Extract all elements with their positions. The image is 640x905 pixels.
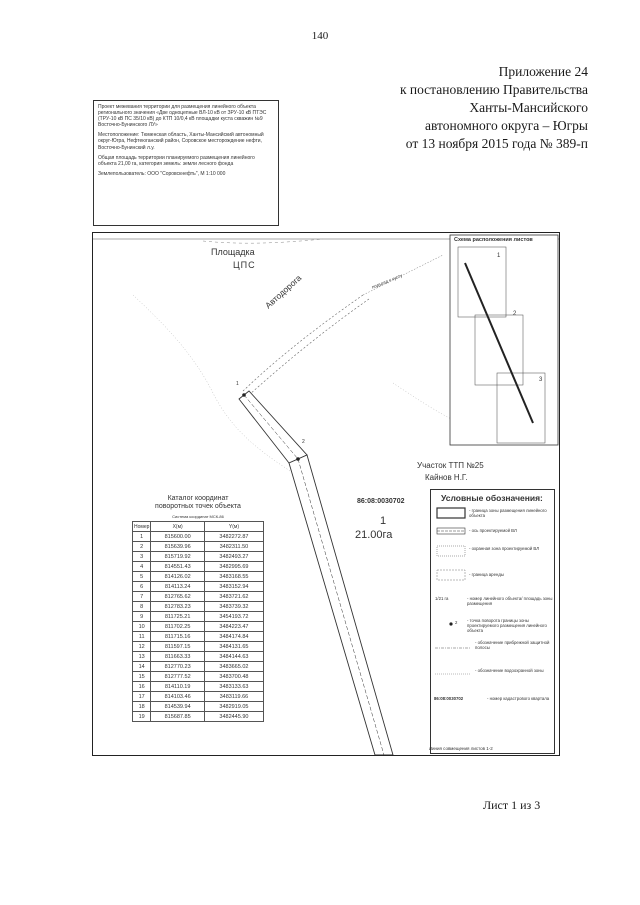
catalog-row (133, 712, 264, 722)
site-boundary (203, 239, 323, 243)
legend-symbol-zone (437, 508, 465, 518)
catalog-cell-number: 3 (133, 552, 151, 562)
catalog-cell-x: 811597.15 (151, 642, 204, 652)
catalog-row (133, 532, 264, 542)
catalog-cell-number: 12 (133, 642, 151, 652)
catalog-header-number: Номер (134, 523, 150, 530)
catalog-cell-y: 3483665.02 (204, 662, 263, 672)
site-label: Площадка (211, 247, 255, 257)
catalog-cell-y: 3483152.94 (204, 582, 263, 592)
legend-symbol-protect (437, 546, 465, 556)
catalog-cell-number: 5 (133, 572, 151, 582)
catalog-row (133, 672, 264, 682)
legend-item-axis: - ось проектируемой ВЛ (469, 528, 517, 533)
catalog-table (132, 521, 264, 722)
legend-item-zone: - граница зоны размещения линейного объекта (469, 508, 547, 518)
catalog-cell-y: 3483168.55 (204, 572, 263, 582)
catalog-cell-y: 3484223.47 (204, 622, 263, 632)
legend-title: Условные обозначения: (441, 493, 543, 503)
legend-item-cadastral: - номер кадастрового квартала (487, 696, 550, 701)
road-label: Автодорога (263, 272, 304, 311)
catalog-row (133, 592, 264, 602)
catalog-cell-number: 16 (133, 682, 151, 692)
catalog-cell-y: 3482445.90 (204, 712, 263, 722)
access-road-label: подъезд к кусту (371, 272, 403, 290)
catalog-cell-x: 814110.19 (151, 682, 204, 692)
catalog-row (133, 562, 264, 572)
legend-symbol-rent (437, 570, 465, 580)
catalog-header-x: X(м) (151, 522, 204, 532)
annex-line-4: автономного округа – Югры (425, 118, 588, 133)
catalog-cell-y: 3482493.27 (204, 552, 263, 562)
turn-point-label-1: 1 (236, 381, 239, 387)
sheet-count: Лист 1 из 3 (483, 798, 541, 812)
catalog-subtitle: Система координат МСК-86 (172, 514, 224, 519)
page-number: 140 (311, 30, 329, 42)
catalog-row (133, 652, 264, 662)
legend-item-rent: - граница аренды (469, 572, 504, 577)
catalog-cell-y: 3483133.63 (204, 682, 263, 692)
catalog-cell-x: 814113.24 (151, 582, 204, 592)
catalog-cell-number: 10 (133, 622, 151, 632)
sheet-scheme-title: Схема расположения листов (454, 237, 533, 243)
catalog-cell-number: 6 (133, 582, 151, 592)
catalog-header-y: Y(м) (204, 522, 263, 532)
catalog-cell-number: 15 (133, 672, 151, 682)
catalog-cell-y: 3483700.48 (204, 672, 263, 682)
catalog-cell-number: 2 (133, 542, 151, 552)
catalog-cell-y: 3482311.50 (204, 542, 263, 552)
catalog-cell-number: 19 (133, 712, 151, 722)
object-area-label: 21.00га (355, 529, 393, 541)
catalog-cell-number: 11 (133, 632, 151, 642)
catalog-cell-x: 814539.94 (151, 702, 204, 712)
legend-item-water: - обозначение водоохранной зоны (475, 668, 544, 673)
project-location: Местоположение: Тюменская область, Ханты-Мансийский автономный округ-Югра, Нефтеюганский район, Соровское месторождение нефти, Восточно-Бунинский л.у. (98, 132, 264, 151)
project-title: Проект межевания территории для размещения линейного объекта регионального значения «Две одноцепные ВЛ-10 кВ от ЗРУ-10 кВ ПТЭС (ТРУ-10 кВ ПС 35/10 кВ) до КТП 10/0,4 кВ площадки куста скважин №9 Восточно-Бунинского ЛУ» (98, 104, 267, 129)
catalog-cell-y: 3484144.63 (204, 652, 263, 662)
catalog-cell-x: 811715.16 (151, 632, 204, 642)
catalog-cell-x: 815639.96 (151, 542, 204, 552)
project-area: Общая площадь территории планируемого размещения линейного объекта 21,00 га, категория земель: земли лесного фонда (98, 154, 255, 167)
catalog-row (133, 632, 264, 642)
annex-line-3: Ханты-Мансийского (469, 100, 588, 115)
annex-header (288, 63, 588, 153)
object-number-label: 1 (380, 515, 387, 527)
turn-point-1 (242, 393, 246, 397)
catalog-title-1: Каталог координат (167, 495, 229, 502)
catalog-header-row (133, 522, 264, 532)
access-road (363, 255, 443, 295)
map-frame (92, 232, 560, 756)
legend-key-cadastral: 86:08:0030702 (434, 696, 464, 701)
catalog-cell-x: 812783.23 (151, 602, 204, 612)
catalog-row (133, 542, 264, 552)
cadastral-quarter-label: 86:08:0030702 (357, 498, 405, 505)
catalog-cell-x: 814126.02 (151, 572, 204, 582)
legend-item-object: - номер линейного объекта/ площадь зоны размещения (467, 596, 553, 606)
corridor-segment-1 (239, 391, 307, 463)
catalog-row (133, 692, 264, 702)
catalog-body (133, 532, 264, 722)
catalog-cell-x: 814551.43 (151, 562, 204, 572)
project-user: Землепользователь: ООО "Соровскнефть", М 1:10 000 (98, 170, 226, 177)
catalog-cell-y: 3484174.84 (204, 632, 263, 642)
scheme-sheet-label-2: 2 (513, 311, 517, 317)
catalog-row (133, 702, 264, 712)
legend-key-point: 2 (455, 620, 458, 625)
vegetation-contour (133, 295, 293, 473)
catalog-row (133, 612, 264, 622)
catalog-cell-x: 812770.23 (151, 662, 204, 672)
annex-line-1: Приложение 24 (498, 64, 588, 79)
turn-point-2 (296, 457, 300, 461)
catalog-cell-y: 3484131.65 (204, 642, 263, 652)
catalog-cell-y: 3482919.05 (204, 702, 263, 712)
catalog-cell-number: 14 (133, 662, 151, 672)
catalog-title-2: поворотных точек объекта (155, 503, 241, 510)
catalog-row (133, 682, 264, 692)
catalog-cell-number: 17 (133, 692, 151, 702)
legend-panel (430, 489, 555, 754)
catalog-cell-x: 812765.62 (151, 592, 204, 602)
site-label-code: ЦПС (233, 260, 256, 270)
scheme-sheet-label-3: 3 (539, 377, 543, 383)
catalog-cell-number: 13 (133, 652, 151, 662)
catalog-cell-x: 815687.85 (151, 712, 204, 722)
project-info-box (93, 100, 279, 226)
catalog-cell-y: 3482272.87 (204, 532, 263, 542)
catalog-row (133, 572, 264, 582)
catalog-cell-y: 3454193.72 (204, 612, 263, 622)
catalog-cell-number: 18 (133, 702, 151, 712)
legend-item-protect-zone: - охранная зона проектируемой ВЛ (469, 546, 540, 551)
catalog-cell-x: 815600.00 (151, 532, 204, 542)
road-edge-2 (249, 299, 369, 395)
catalog-cell-x: 815719.92 (151, 552, 204, 562)
legend-symbol-point (449, 622, 452, 625)
scheme-sheet-label-1: 1 (497, 253, 501, 259)
catalog-cell-x: 812777.52 (151, 672, 204, 682)
road-edge-1 (243, 295, 363, 391)
legend-item-point: - точка поворота границы зоны проектируемого размещения линейного объекта (467, 618, 547, 633)
catalog-cell-number: 9 (133, 612, 151, 622)
catalog-cell-number: 4 (133, 562, 151, 572)
catalog-cell-y: 3483739.32 (204, 602, 263, 612)
catalog-cell-x: 811702.25 (151, 622, 204, 632)
catalog-cell-x: 811725.21 (151, 612, 204, 622)
catalog-row (133, 552, 264, 562)
catalog-cell-x: 811663.33 (151, 652, 204, 662)
turn-point-label-2: 2 (302, 439, 305, 445)
catalog-cell-number: 8 (133, 602, 151, 612)
legend-item-coastal: - обозначение прибрежной защитной полосы (475, 640, 550, 650)
catalog-row (133, 662, 264, 672)
annex-line-5: от 13 ноября 2015 года № 389-п (405, 136, 588, 151)
coordinates-catalog (132, 495, 264, 722)
catalog-cell-y: 3482995.69 (204, 562, 263, 572)
land-plot-label: Участок ТТП №25 (417, 461, 484, 470)
land-plot-owner-label: Кайнов Н.Г. (425, 473, 468, 482)
map-footer-note: Линия совмещения листов 1-2 (429, 746, 493, 751)
catalog-cell-number: 7 (133, 592, 151, 602)
catalog-cell-number: 1 (133, 532, 151, 542)
catalog-cell-y: 3483721.62 (204, 592, 263, 602)
catalog-cell-y: 3483119.66 (204, 692, 263, 702)
catalog-cell-x: 814103.46 (151, 692, 204, 702)
catalog-row (133, 642, 264, 652)
catalog-row (133, 602, 264, 612)
annex-line-2: к постановлению Правительства (399, 82, 588, 97)
catalog-row (133, 622, 264, 632)
legend-key-object: 1/21 га (435, 596, 449, 601)
catalog-row (133, 582, 264, 592)
